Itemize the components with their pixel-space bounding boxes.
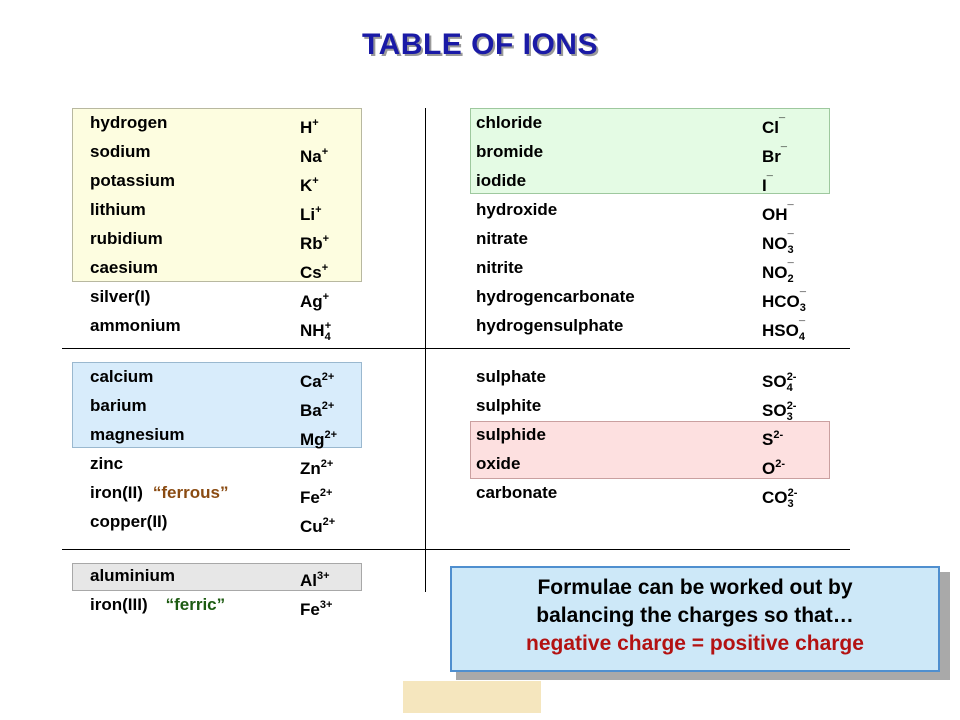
ion-symbol: SO [762, 401, 787, 420]
ion-subscript: 4 [786, 382, 793, 394]
ion-symbol: Ca [300, 372, 322, 391]
ion-name-text: magnesium [90, 425, 185, 444]
ion-name [476, 396, 541, 416]
ion-formula [300, 566, 330, 591]
ion-subscript: 3 [799, 302, 806, 314]
ion-symbol: Fe [300, 600, 320, 619]
ion-name [90, 200, 146, 220]
ion-name-text: bromide [476, 142, 544, 161]
ion-formula [300, 229, 329, 254]
ion-formula [762, 483, 797, 514]
ion-name [90, 396, 147, 416]
ion-charge: + [321, 146, 329, 158]
ion-name-text: sulphide [476, 425, 546, 444]
ion-name [476, 367, 546, 387]
charge-balance-callout [450, 566, 940, 672]
ion-name [90, 512, 167, 532]
ion-name-text: sodium [90, 142, 151, 161]
ion-nickname: “ferric” [165, 595, 226, 614]
ion-symbol: Ba [300, 401, 322, 420]
ion-symbol: Fe [300, 488, 320, 507]
callout-line-1: Formulae can be worked out by [537, 576, 853, 599]
callout-line-3: negative charge = positive charge [526, 632, 864, 655]
ion-symbol: CO [762, 488, 788, 507]
ion-charge: ¯ [787, 204, 794, 216]
ion-formula [300, 396, 334, 421]
ion-name [476, 483, 557, 503]
ion-symbol: Na [300, 147, 322, 166]
ion-name-text: potassium [90, 171, 176, 190]
decorative-tan-box [403, 681, 541, 713]
ion-charge: ¯ [779, 117, 786, 129]
ion-symbol: Rb [300, 234, 323, 253]
ion-name [476, 171, 526, 191]
ion-charge: 2+ [321, 400, 335, 412]
ion-name-text: lithium [90, 200, 146, 219]
ion-symbol: Zn [300, 459, 321, 478]
ion-name [476, 454, 520, 474]
ion-formula [762, 454, 785, 479]
ion-charge: ¯ [799, 291, 806, 303]
ion-subscript: 2 [787, 273, 794, 285]
ion-symbol: K [300, 176, 313, 195]
ion-name-text: iron(III) [90, 595, 148, 614]
ion-name [90, 483, 228, 503]
ion-name-text: rubidium [90, 229, 163, 248]
ion-subscript: 4 [798, 331, 805, 343]
ion-charge: ¯ [787, 262, 794, 274]
ion-name-text: iodide [476, 171, 527, 190]
ion-charge: 2- [786, 371, 797, 383]
ion-name [476, 229, 528, 249]
ion-formula [762, 200, 794, 225]
ion-charge: + [321, 262, 329, 274]
ion-name-text: copper(II) [90, 512, 168, 531]
ion-symbol: Al [300, 571, 317, 590]
ion-name [90, 454, 123, 474]
ion-formula [300, 316, 331, 347]
ion-name [476, 113, 542, 133]
ion-name [90, 258, 158, 278]
ion-name-text: oxide [476, 454, 521, 473]
ion-name [90, 142, 150, 162]
ion-charge: 2+ [319, 487, 333, 499]
ion-formula [300, 287, 329, 312]
callout-line-2: balancing the charges so that… [536, 604, 854, 627]
ion-subscript: 4 [324, 331, 331, 343]
ion-formula [762, 258, 794, 289]
ion-formula [762, 316, 805, 347]
ion-formula [300, 258, 328, 283]
ion-name-text: hydrogen [90, 113, 168, 132]
ion-symbol: Ag [300, 292, 323, 311]
ion-name-text: silver(I) [90, 287, 151, 306]
ion-symbol: H [300, 118, 313, 137]
ion-name-text: caesium [90, 258, 159, 277]
ion-formula [300, 512, 335, 537]
ion-formula [762, 229, 794, 260]
ion-name [90, 287, 150, 307]
ion-name [476, 200, 557, 220]
ion-name [90, 566, 175, 586]
ion-name [476, 316, 623, 336]
horizontal-divider-1 [62, 348, 850, 349]
ion-name-text: hydrogencarbonate [476, 287, 635, 306]
ion-name-text: sulphate [476, 367, 546, 386]
ion-charge: 2- [775, 458, 786, 470]
ion-formula [762, 113, 785, 138]
ion-charge: + [322, 291, 330, 303]
ion-charge: 2+ [322, 516, 336, 528]
ion-name [90, 595, 225, 615]
ion-formula [300, 454, 333, 479]
ion-name [90, 113, 167, 133]
ion-name-text: aluminium [90, 566, 176, 585]
ion-charge: 3+ [317, 570, 330, 582]
ion-charge: + [324, 320, 332, 332]
ion-charge: + [312, 117, 319, 129]
ion-name-text: calcium [90, 367, 154, 386]
ion-symbol: Br [762, 147, 781, 166]
ion-symbol: Cl [762, 118, 779, 137]
ion-name [90, 229, 163, 249]
ion-name-text: chloride [476, 113, 543, 132]
ion-symbol: NO [762, 234, 788, 253]
ion-name [476, 425, 546, 445]
ion-name-text: ammonium [90, 316, 181, 335]
ion-charge: ¯ [798, 320, 806, 332]
ion-symbol: HCO [762, 292, 800, 311]
ion-name-text: hydroxide [476, 200, 558, 219]
ion-subscript: 3 [787, 498, 794, 510]
ion-formula [300, 595, 332, 620]
ion-symbol: NH [300, 321, 325, 340]
ion-formula [762, 287, 806, 318]
ion-name-text: sulphite [476, 396, 542, 415]
ion-symbol: NO [762, 263, 788, 282]
ion-symbol: Cu [300, 517, 323, 536]
ion-charge: ¯ [787, 233, 794, 245]
ion-formula [762, 142, 787, 167]
ion-charge: 2- [773, 429, 784, 441]
ion-formula [300, 142, 328, 167]
ion-name [90, 171, 175, 191]
ion-name-text: carbonate [476, 483, 558, 502]
ion-formula [300, 483, 332, 508]
ion-charge: 2+ [321, 371, 335, 383]
ion-symbol: O [762, 459, 776, 478]
ion-charge: + [322, 233, 330, 245]
page-title: TABLE OF IONS [362, 28, 598, 61]
ion-name [476, 258, 523, 278]
ion-symbol: HSO [762, 321, 799, 340]
ion-name [90, 367, 153, 387]
ion-name [476, 287, 635, 307]
ion-charge: 2+ [324, 429, 338, 441]
ion-charge: 2- [787, 487, 798, 499]
ion-charge: + [315, 204, 322, 216]
ion-charge: + [312, 175, 319, 187]
ion-formula [300, 113, 319, 138]
ion-formula [762, 396, 796, 427]
ion-formula [300, 171, 319, 196]
ion-formula [300, 425, 337, 450]
ion-subscript: 3 [786, 411, 793, 423]
ion-charge: 2+ [320, 458, 334, 470]
ion-name-text: barium [90, 396, 147, 415]
ion-name [476, 142, 543, 162]
ion-formula [300, 367, 334, 392]
ion-formula [762, 171, 773, 196]
ion-name [90, 316, 181, 336]
vertical-divider [425, 108, 426, 592]
ion-name-text: nitrite [476, 258, 524, 277]
ion-nickname: “ferrous” [152, 483, 229, 502]
ion-symbol: Li [300, 205, 316, 224]
ion-formula [300, 200, 322, 225]
ion-name-text: hydrogensulphate [476, 316, 624, 335]
ion-symbol: Cs [300, 263, 322, 282]
ion-charge: 3+ [319, 599, 333, 611]
ion-charge: ¯ [780, 146, 787, 158]
ion-formula [762, 425, 783, 450]
ion-symbol: I [762, 176, 767, 195]
ion-name-text: zinc [90, 454, 124, 473]
ion-charge: ¯ [766, 175, 773, 187]
ion-charge: 2- [786, 400, 797, 412]
ion-name [90, 425, 184, 445]
ion-name-text: nitrate [476, 229, 528, 248]
ion-symbol: S [762, 430, 774, 449]
ion-name-text: iron(II) [90, 483, 143, 502]
ion-symbol: OH [762, 205, 788, 224]
ion-subscript: 3 [787, 244, 794, 256]
ion-symbol: SO [762, 372, 787, 391]
horizontal-divider-2 [62, 549, 850, 550]
ion-formula [762, 367, 796, 398]
ion-symbol: Mg [300, 430, 325, 449]
